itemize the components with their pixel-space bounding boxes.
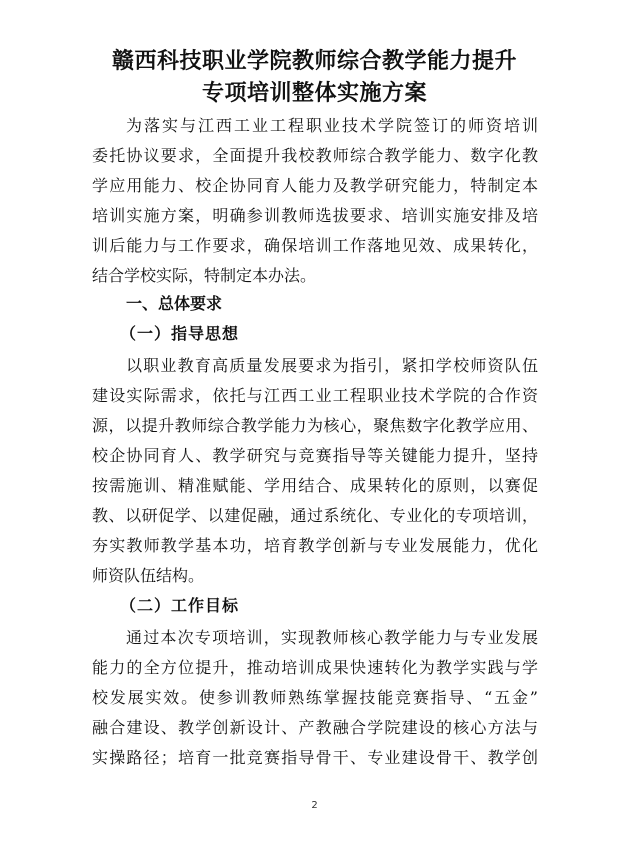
goals-line-5: 实操路径；培育一批竞赛指导骨干、专业建设骨干、教学创 xyxy=(92,748,538,767)
intro-line-4: 培训实施方案，明确参训教师选拔要求、培训实施安排及培 xyxy=(92,206,538,225)
guiding-line-2: 建设实际需求，依托与江西工业工程职业技术学院的合作资 xyxy=(92,386,538,405)
guiding-line-8: 师资队伍结构。 xyxy=(92,566,205,585)
subsection-1-heading: （一）指导思想 xyxy=(120,324,240,343)
section-1-heading: 一、总体要求 xyxy=(126,294,223,313)
guiding-line-6: 教、以研促学、以建促融，通过系统化、专业化的专项培训， xyxy=(92,506,538,525)
goals-line-3: 校发展实效。使参训教师熟练掌握技能竞赛指导、“五金” xyxy=(92,688,538,707)
guiding-line-7: 夯实教师教学基本功，培育教学创新与专业发展能力，优化 xyxy=(92,536,538,555)
document-title-line-2: 专项培训整体实施方案 xyxy=(201,81,427,106)
intro-line-1: 为落实与江西工业工程职业技术学院签订的师资培训 xyxy=(126,116,538,135)
guiding-line-1: 以职业教育高质量发展要求为指引，紧扣学校师资队伍 xyxy=(126,356,538,375)
guiding-line-3: 源，以提升教师综合教学能力为核心，聚焦数字化教学应用、 xyxy=(92,416,538,435)
intro-line-3: 学应用能力、校企协同育人能力及教学研究能力，特制定本 xyxy=(92,176,538,195)
document-title-line-1: 赣西科技职业学院教师综合教学能力提升 xyxy=(111,49,517,74)
subsection-2-heading: （二）工作目标 xyxy=(120,596,240,615)
intro-line-5: 训后能力与工作要求，确保培训工作落地见效、成果转化， xyxy=(92,236,538,255)
intro-line-6: 结合学校实际，特制定本办法。 xyxy=(92,266,317,285)
page-number: 2 xyxy=(311,800,318,811)
goals-line-1: 通过本次专项培训，实现教师核心教学能力与专业发展 xyxy=(126,628,538,647)
guiding-line-4: 校企协同育人、教学研究与竞赛指导等关键能力提升，坚持 xyxy=(92,446,538,465)
goals-line-2: 能力的全方位提升，推动培训成果快速转化为教学实践与学 xyxy=(92,658,538,677)
guiding-line-5: 按需施训、精准赋能、学用结合、成果转化的原则，以赛促 xyxy=(92,476,538,495)
goals-line-4: 融合建设、教学创新设计、产教融合学院建设的核心方法与 xyxy=(92,718,538,737)
intro-line-2: 委托协议要求，全面提升我校教师综合教学能力、数字化教 xyxy=(92,146,538,165)
